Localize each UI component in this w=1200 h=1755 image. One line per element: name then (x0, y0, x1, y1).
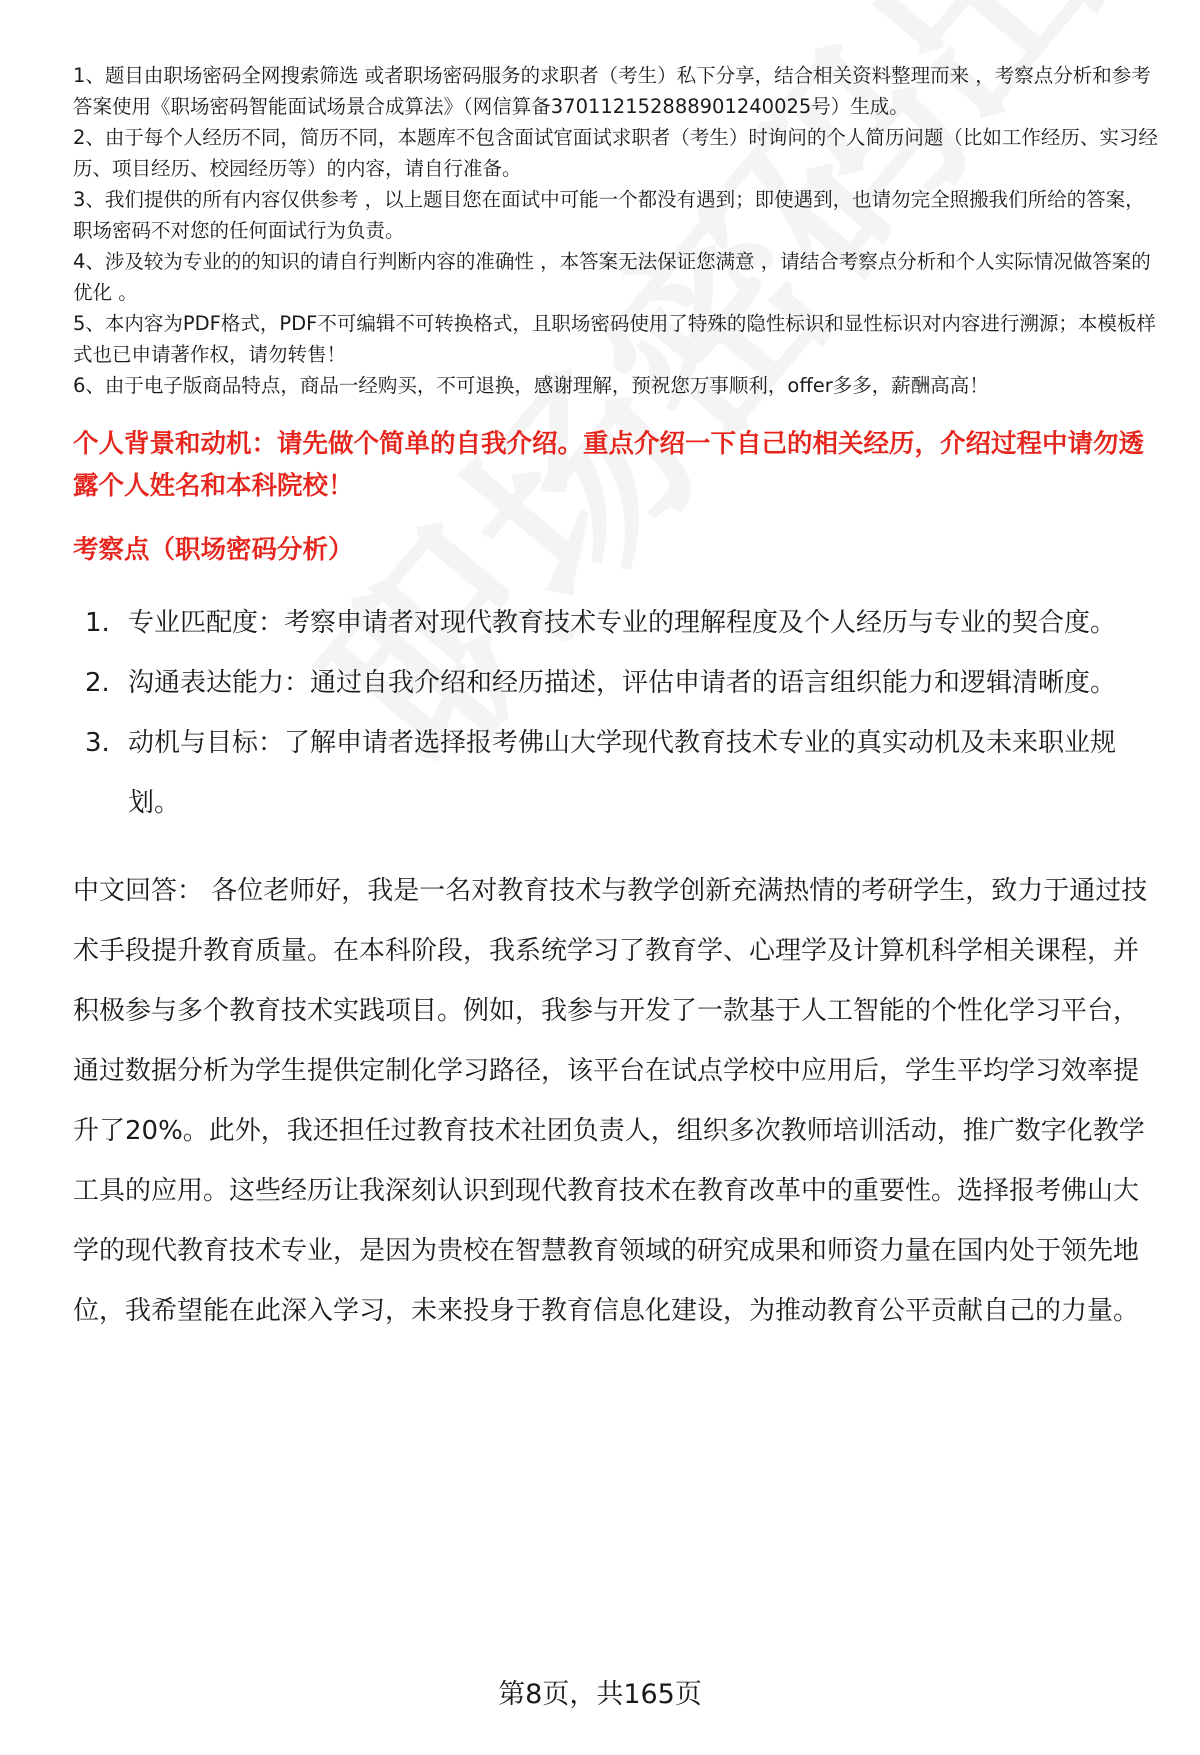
disclaimer-notes (73, 60, 1158, 401)
points-title: 考察点（职场密码分析） (73, 535, 354, 565)
note-item: 6、由于电子版商品特点，商品一经购买，不可退换，感谢理解，预祝您万事顺利，offer多多，薪酬高高！ (73, 374, 989, 397)
note-item: 3、我们提供的所有内容仅供参考 ，以上题目您在面试中可能一个都没有遇到；即使遇到，也请勿完全照搬我们所给的答案，职场密码不对您的任何面试行为负责。 (73, 188, 1145, 242)
note-item: 5、本内容为PDF格式，PDF不可编辑不可转换格式，且职场密码使用了特殊的隐性标识和显性标识对内容进行溯源；本模板样式也已申请著作权，请勿转售！ (73, 312, 1156, 366)
answer-paragraph: 中文回答： 各位老师好，我是一名对教育技术与教学创新充满热情的考研学生，致力于通过技术手段提升教育质量。在本科阶段，我系统学习了教育学、心理学及计算机科学相关课程，并积极参与多个教育技术实践项目。例如，我参与开发了一款基于人工智能的个性化学习平台，通过数据分析为学生提供定制化学习路径，该平台在试点学校中应用后，学生平均学习效率提升了20%。此外，我还担任过教育技术社团负责人，组织多次教师培训活动，推广数字化教学工具的应用。这些经历让我深刻认识到现代教育技术在教育改革中的重要性。选择报考佛山大学的现代教育技术专业，是因为贵校在智慧教育领域的研究成果和师资力量在国内处于领先地位，我希望能在此深入学习，未来投身于教育信息化建设，为推动教育公平贡献自己的力量。 (73, 876, 1148, 1326)
list-item-text: 专业匹配度：考察申请者对现代教育技术专业的理解程度及个人经历与专业的契合度。 (128, 608, 1117, 638)
list-item-text: 动机与目标：了解申请者选择报考佛山大学现代教育技术专业的真实动机及未来职业规划。 (128, 728, 1117, 818)
note-item: 4、涉及较为专业的的知识的请自行判断内容的准确性 ，本答案无法保证您满意 ，请结合考察点分析和个人实际情况做答案的优化 。 (73, 250, 1151, 304)
document-page (73, 60, 1158, 1341)
note-item: 2、由于每个人经历不同，简历不同，本题库不包含面试官面试求职者（考生）时询问的个人简历问题（比如工作经历、实习经历、项目经历、校园经历等）的内容，请自行准备。 (73, 126, 1158, 180)
assessment-points-list (73, 593, 1158, 833)
question-title: 个人背景和动机：请先做个简单的自我介绍。重点介绍一下自己的相关经历，介绍过程中请勿透露个人姓名和本科院校！ (73, 429, 1145, 501)
list-item (73, 713, 1158, 833)
note-item: 1、题目由职场密码全网搜索筛选 或者职场密码服务的求职者（考生）私下分享，结合相关资料整理而来 ，考察点分析和参考答案使用《职场密码智能面试场景合成算法》（网信算备370112152888901240025号）生成。 (73, 64, 1151, 118)
list-number: 3. (85, 728, 110, 758)
page-number: 第8页，共165页 (498, 1679, 702, 1710)
list-number: 1. (85, 608, 110, 638)
list-item-text: 沟通表达能力：通过自我介绍和经历描述，评估申请者的语言组织能力和逻辑清晰度。 (128, 668, 1117, 698)
list-number: 2. (85, 668, 110, 698)
list-item (73, 593, 1158, 653)
list-item (73, 653, 1158, 713)
